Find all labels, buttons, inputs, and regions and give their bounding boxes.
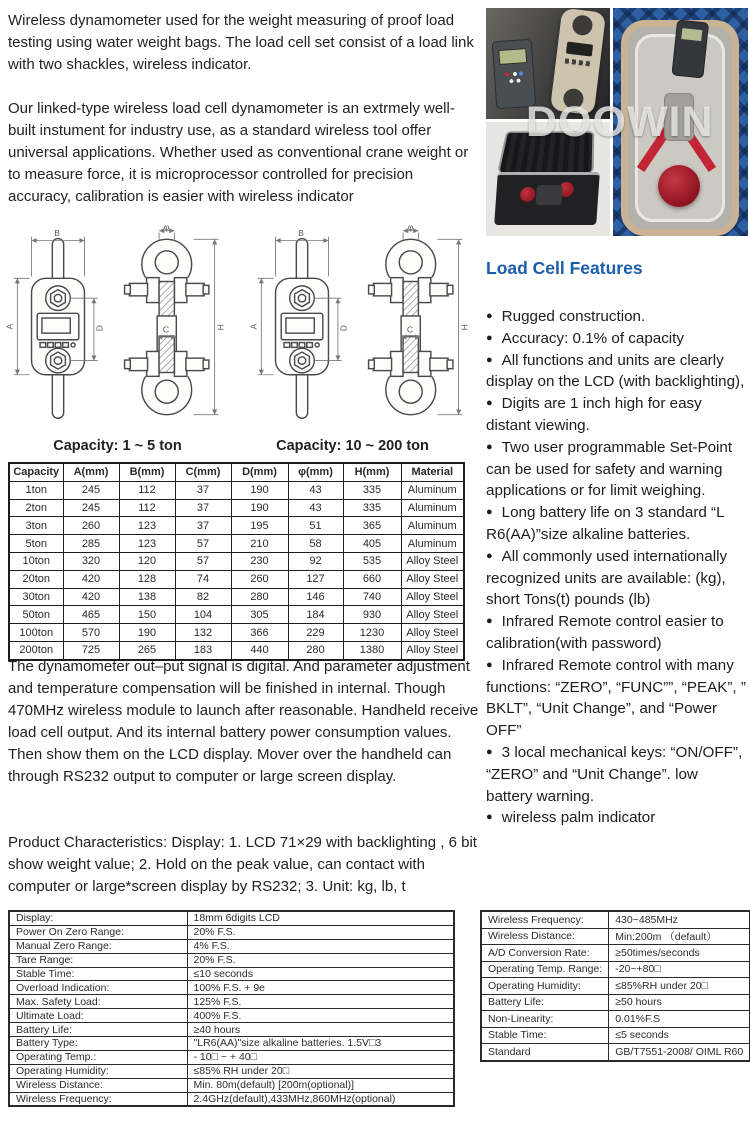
table-cell: 260 bbox=[231, 570, 288, 588]
table-cell: 366 bbox=[231, 624, 288, 642]
table-cell: 305 bbox=[231, 606, 288, 624]
table-cell: 2ton bbox=[9, 499, 63, 517]
feature-text: Long battery life on 3 standard “L R6(AA)”size alkaline batteries. bbox=[486, 504, 724, 543]
table-cell: Alloy Steel bbox=[401, 588, 464, 606]
handheld-screen bbox=[681, 28, 702, 41]
table-cell: 725 bbox=[63, 641, 119, 659]
table-cell: Aluminum bbox=[401, 499, 464, 517]
table-cell: 5ton bbox=[9, 535, 63, 553]
table-cell: 420 bbox=[63, 570, 119, 588]
spec-row bbox=[9, 981, 454, 995]
table-cell: 127 bbox=[288, 570, 343, 588]
shackle-hole bbox=[571, 14, 593, 36]
column-header: C(mm) bbox=[175, 463, 231, 481]
spec-value: ≤5 seconds bbox=[609, 1027, 750, 1044]
drawing-front-10-200ton bbox=[250, 224, 354, 430]
drawing-side-1-5ton bbox=[116, 224, 228, 430]
table-cell: 132 bbox=[175, 624, 231, 642]
table-cell: 57 bbox=[175, 535, 231, 553]
spec-row bbox=[481, 1011, 750, 1028]
table-cell: 1380 bbox=[343, 641, 401, 659]
table-cell: 570 bbox=[63, 624, 119, 642]
spec-label: Power On Zero Range: bbox=[9, 925, 187, 939]
spec-label: Overload Indication: bbox=[9, 981, 187, 995]
spec-label: Manual Zero Range: bbox=[9, 939, 187, 953]
table-cell: 335 bbox=[343, 499, 401, 517]
drawing-side-10-200ton bbox=[360, 224, 472, 430]
spec-row bbox=[9, 1023, 454, 1037]
feature-text: Infrared Remote control easier to calibration(with password) bbox=[486, 613, 724, 652]
indicator-spec-table bbox=[8, 910, 455, 1107]
feature-item bbox=[486, 393, 747, 437]
feature-item bbox=[486, 306, 747, 328]
intro-paragraph-2: Our linked-type wireless load cell dynamometer is an extrmely well-built instument for industry use, as a standard wireless tool offer universal applications. Whether used as conventional crane weight or to measure force, it is microprocessor controlled for precision accuracy, calibration is easier with wireless indicator bbox=[8, 100, 469, 205]
table-row bbox=[9, 499, 464, 517]
spec-value: ≥40 hours bbox=[187, 1023, 454, 1037]
spec-row bbox=[9, 1092, 454, 1106]
spec-row bbox=[481, 1027, 750, 1044]
wireless-spec-table bbox=[480, 910, 750, 1062]
spec-row bbox=[481, 928, 750, 945]
bullet-icon: ● bbox=[486, 615, 493, 628]
table-cell: 1230 bbox=[343, 624, 401, 642]
feature-item bbox=[486, 328, 747, 350]
feature-item bbox=[486, 611, 747, 655]
table-row bbox=[9, 588, 464, 606]
table-cell: 245 bbox=[63, 499, 119, 517]
spec-label: Operating Humidity: bbox=[481, 978, 609, 995]
table-cell: 405 bbox=[343, 535, 401, 553]
spec-label: Battery Type: bbox=[9, 1037, 187, 1051]
spec-row bbox=[9, 939, 454, 953]
spec-label: A/D Conversion Rate: bbox=[481, 945, 609, 962]
feature-text: 3 local mechanical keys: “ON/OFF”, “ZERO” and “Unit Change”. low battery warning. bbox=[486, 743, 743, 805]
table-cell: 74 bbox=[175, 570, 231, 588]
feature-text: All functions and units are clearly display on the LCD (with backlighting), bbox=[486, 351, 745, 391]
spec-label: Battery Life: bbox=[481, 994, 609, 1011]
load-link-in-case bbox=[536, 185, 563, 205]
table-cell: 120 bbox=[119, 552, 175, 570]
table-cell: 335 bbox=[343, 481, 401, 499]
table-row bbox=[9, 552, 464, 570]
spec-label: Stable Time: bbox=[9, 967, 187, 981]
feature-text: Accuracy: 0.1% of capacity bbox=[501, 329, 684, 347]
table-row bbox=[9, 481, 464, 499]
table-cell: 535 bbox=[343, 552, 401, 570]
column-header: D(mm) bbox=[231, 463, 288, 481]
handheld-screen bbox=[498, 48, 527, 65]
feature-item bbox=[486, 655, 747, 742]
capacity-caption-large: Capacity: 10 ~ 200 ton bbox=[276, 438, 429, 454]
spec-value: ≤85%RH under 20□ bbox=[609, 978, 750, 995]
spec-row bbox=[481, 961, 750, 978]
feature-item bbox=[486, 807, 747, 829]
table-row bbox=[9, 624, 464, 642]
spec-table-right-body bbox=[481, 911, 750, 1061]
product-photos bbox=[486, 8, 748, 236]
feature-item bbox=[486, 502, 747, 546]
spec-row bbox=[9, 1050, 454, 1064]
dimension-table-head-row bbox=[9, 463, 464, 481]
column-header: Material bbox=[401, 463, 464, 481]
table-cell: 320 bbox=[63, 552, 119, 570]
spec-label: Tare Range: bbox=[9, 953, 187, 967]
spec-row bbox=[481, 945, 750, 962]
bullet-icon: ● bbox=[486, 811, 493, 824]
spec-row bbox=[481, 994, 750, 1011]
column-header: B(mm) bbox=[119, 463, 175, 481]
spec-row bbox=[481, 1044, 750, 1061]
column-header: H(mm) bbox=[343, 463, 401, 481]
bullet-icon: ● bbox=[486, 353, 493, 366]
table-cell: 230 bbox=[231, 552, 288, 570]
table-cell: 660 bbox=[343, 570, 401, 588]
table-cell: Aluminum bbox=[401, 535, 464, 553]
loadlink-lcd bbox=[566, 42, 593, 57]
spec-label: Display: bbox=[9, 911, 187, 925]
bullet-icon: ● bbox=[486, 549, 493, 562]
feature-item bbox=[486, 742, 747, 807]
spec-row bbox=[481, 978, 750, 995]
drawing-captions bbox=[0, 438, 470, 454]
table-cell: 183 bbox=[175, 641, 231, 659]
table-cell: 104 bbox=[175, 606, 231, 624]
table-cell: Alloy Steel bbox=[401, 606, 464, 624]
table-cell: 190 bbox=[231, 481, 288, 499]
bullet-icon: ● bbox=[486, 506, 493, 519]
table-row bbox=[9, 517, 464, 535]
spec-value: 0.01%F.S bbox=[609, 1011, 750, 1028]
spec-value: 400% F.S. bbox=[187, 1009, 454, 1023]
spec-row bbox=[9, 1037, 454, 1051]
table-cell: 37 bbox=[175, 499, 231, 517]
technical-drawings bbox=[2, 224, 470, 436]
spec-table-left-body bbox=[9, 911, 454, 1106]
table-cell: Alloy Steel bbox=[401, 624, 464, 642]
table-row bbox=[9, 570, 464, 588]
table-cell: 37 bbox=[175, 517, 231, 535]
spec-value: 100% F.S. + 9e bbox=[187, 981, 454, 995]
feature-text: Two user programmable Set-Point can be used for safety and warning applications or for limit weighing. bbox=[486, 438, 733, 500]
feature-item bbox=[486, 546, 747, 611]
table-cell: 200ton bbox=[9, 641, 63, 659]
spec-value: - 10□ ~ + 40□ bbox=[187, 1050, 454, 1064]
table-cell: 43 bbox=[288, 481, 343, 499]
spec-label: Operating Humidity: bbox=[9, 1064, 187, 1078]
table-cell: Aluminum bbox=[401, 481, 464, 499]
spec-label: Standard bbox=[481, 1044, 609, 1061]
bullet-icon: ● bbox=[486, 658, 493, 671]
spec-value: GB/T7551-2008/ OIML R60 bbox=[609, 1044, 750, 1061]
table-cell: 51 bbox=[288, 517, 343, 535]
spec-label: Wireless Distance: bbox=[481, 928, 609, 945]
spec-label: Operating Temp.: bbox=[9, 1050, 187, 1064]
table-cell: 43 bbox=[288, 499, 343, 517]
table-cell: 57 bbox=[175, 552, 231, 570]
spec-value: ≤85% RH under 20□ bbox=[187, 1064, 454, 1078]
spec-row bbox=[9, 953, 454, 967]
table-cell: 146 bbox=[288, 588, 343, 606]
spec-label: Wireless Frequency: bbox=[9, 1092, 187, 1106]
table-cell: 128 bbox=[119, 570, 175, 588]
spec-value: 18mm 6digits LCD bbox=[187, 911, 454, 925]
column-header: φ(mm) bbox=[288, 463, 343, 481]
table-cell: 184 bbox=[288, 606, 343, 624]
drawing-front-1-5ton bbox=[6, 224, 110, 430]
table-cell: 92 bbox=[288, 552, 343, 570]
loadlink-buttons bbox=[565, 58, 591, 66]
table-cell: 285 bbox=[63, 535, 119, 553]
bullet-icon: ● bbox=[486, 397, 493, 410]
table-cell: 210 bbox=[231, 535, 288, 553]
spec-row bbox=[9, 1064, 454, 1078]
table-cell: 20ton bbox=[9, 570, 63, 588]
spec-row bbox=[9, 925, 454, 939]
table-cell: 50ton bbox=[9, 606, 63, 624]
feature-text: Infrared Remote control with many functions: “ZERO”, “FUNC””, “PEAK”, ” BKLT”, “Unit Change”, and “Power OFF” bbox=[486, 656, 746, 740]
table-cell: 740 bbox=[343, 588, 401, 606]
table-cell: Alloy Steel bbox=[401, 641, 464, 659]
table-cell: 195 bbox=[231, 517, 288, 535]
table-cell: 123 bbox=[119, 535, 175, 553]
bullet-icon: ● bbox=[486, 745, 493, 758]
spec-label: Max. Safety Load: bbox=[9, 995, 187, 1009]
table-cell: 190 bbox=[231, 499, 288, 517]
spec-row bbox=[9, 911, 454, 925]
red-shackle-pin bbox=[520, 187, 536, 202]
table-cell: 440 bbox=[231, 641, 288, 659]
product-characteristics-paragraph: Product Characteristics: Display: 1. LCD 71×29 with backlighting , 6 bit show weight value; 2. Hold on the peak value, can contact with computer or large*screen display by RS232; 3. Unit: kg, lb, t bbox=[8, 834, 477, 895]
table-cell: 10ton bbox=[9, 552, 63, 570]
table-cell: 58 bbox=[288, 535, 343, 553]
spec-value: 4% F.S. bbox=[187, 939, 454, 953]
table-cell: 420 bbox=[63, 588, 119, 606]
table-cell: 930 bbox=[343, 606, 401, 624]
dimension-table bbox=[8, 462, 465, 661]
table-cell: 190 bbox=[119, 624, 175, 642]
table-cell: 465 bbox=[63, 606, 119, 624]
features-title: Load Cell Features bbox=[486, 258, 643, 278]
spec-value: 125% F.S. bbox=[187, 995, 454, 1009]
feature-text: Rugged construction. bbox=[501, 308, 646, 325]
table-cell: Alloy Steel bbox=[401, 570, 464, 588]
table-cell: 365 bbox=[343, 517, 401, 535]
table-cell: 245 bbox=[63, 481, 119, 499]
spec-label: Stable Time: bbox=[481, 1027, 609, 1044]
column-header: Capacity bbox=[9, 463, 63, 481]
table-cell: 3ton bbox=[9, 517, 63, 535]
table-cell: 82 bbox=[175, 588, 231, 606]
table-cell: 260 bbox=[63, 517, 119, 535]
spec-label: Non-Linearity: bbox=[481, 1011, 609, 1028]
spec-label: Battery Life: bbox=[9, 1023, 187, 1037]
spec-value: Min. 80m(default) [200m(optional)] bbox=[187, 1078, 454, 1092]
spec-row bbox=[9, 1009, 454, 1023]
feature-text: Digits are 1 inch high for easy distant viewing. bbox=[486, 395, 702, 434]
table-cell: 112 bbox=[119, 481, 175, 499]
spec-row bbox=[481, 911, 750, 928]
spec-value: "LR6(AA)"size alkaline batteries. 1.5V□3 bbox=[187, 1037, 454, 1051]
spec-value: 20% F.S. bbox=[187, 925, 454, 939]
table-cell: 150 bbox=[119, 606, 175, 624]
spec-value: ≤10 seconds bbox=[187, 967, 454, 981]
spec-value: 430~485MHz bbox=[609, 911, 750, 928]
spec-row bbox=[9, 995, 454, 1009]
feature-text: wireless palm indicator bbox=[501, 809, 656, 827]
body-paragraph: The dynamometer out–put signal is digital. And parameter adjustment and temperature compensation will be finished in internal. Though 470MHz wireless module to launch after reasonable. Handheld receive load cell output. And its internal battery power consumption values. Then show them on the LCD display. Mover over the handheld can through RS232 output to computer or large screen display. bbox=[8, 658, 479, 785]
handheld-indicator-image bbox=[671, 19, 709, 78]
features-list bbox=[486, 306, 747, 829]
spec-value: Min:200m （default） bbox=[609, 928, 750, 945]
table-row bbox=[9, 606, 464, 624]
intro-paragraph-1: Wireless dynamometer used for the weight measuring of proof load testing using water weight bags. The load cell set consist of a load link with two shackles, wireless indicator. bbox=[8, 12, 474, 73]
bullet-icon: ● bbox=[486, 440, 493, 453]
feature-item bbox=[486, 437, 747, 502]
spec-value: 20% F.S. bbox=[187, 953, 454, 967]
spec-value: ≥50 hours bbox=[609, 994, 750, 1011]
handheld-keypad bbox=[503, 69, 526, 86]
spec-value: -20~+80□ bbox=[609, 961, 750, 978]
spec-value: ≥50times/seconds bbox=[609, 945, 750, 962]
doowin-watermark: DOOWIN bbox=[526, 98, 714, 146]
capacity-caption-small: Capacity: 1 ~ 5 ton bbox=[53, 438, 182, 454]
table-cell: 30ton bbox=[9, 588, 63, 606]
table-cell: 138 bbox=[119, 588, 175, 606]
table-cell: 265 bbox=[119, 641, 175, 659]
table-cell: 112 bbox=[119, 499, 175, 517]
feature-item bbox=[486, 350, 747, 394]
red-shackle-disc bbox=[658, 165, 700, 207]
bullet-icon: ● bbox=[486, 331, 493, 344]
table-cell: 100ton bbox=[9, 624, 63, 642]
dimension-table-body bbox=[9, 481, 464, 659]
spec-row bbox=[9, 967, 454, 981]
table-cell: Aluminum bbox=[401, 517, 464, 535]
feature-text: All commonly used internationally recognized units are available: (kg), short Tons(t) pounds (lb) bbox=[486, 547, 728, 609]
table-cell: 280 bbox=[288, 641, 343, 659]
spec-label: Ultimate Load: bbox=[9, 1009, 187, 1023]
spec-label: Operating Temp. Range: bbox=[481, 961, 609, 978]
spec-label: Wireless Frequency: bbox=[481, 911, 609, 928]
load-cell-features-section bbox=[486, 258, 747, 829]
spec-value: 2.4GHz(default),433MHz,860MHz(optional) bbox=[187, 1092, 454, 1106]
column-header: A(mm) bbox=[63, 463, 119, 481]
table-row bbox=[9, 535, 464, 553]
table-cell: 229 bbox=[288, 624, 343, 642]
bullet-icon: ● bbox=[486, 310, 493, 322]
table-cell: Alloy Steel bbox=[401, 552, 464, 570]
spec-label: Wireless Distance: bbox=[9, 1078, 187, 1092]
table-cell: 1ton bbox=[9, 481, 63, 499]
table-cell: 37 bbox=[175, 481, 231, 499]
table-cell: 280 bbox=[231, 588, 288, 606]
spec-row bbox=[9, 1078, 454, 1092]
table-cell: 123 bbox=[119, 517, 175, 535]
case-base bbox=[494, 172, 600, 225]
